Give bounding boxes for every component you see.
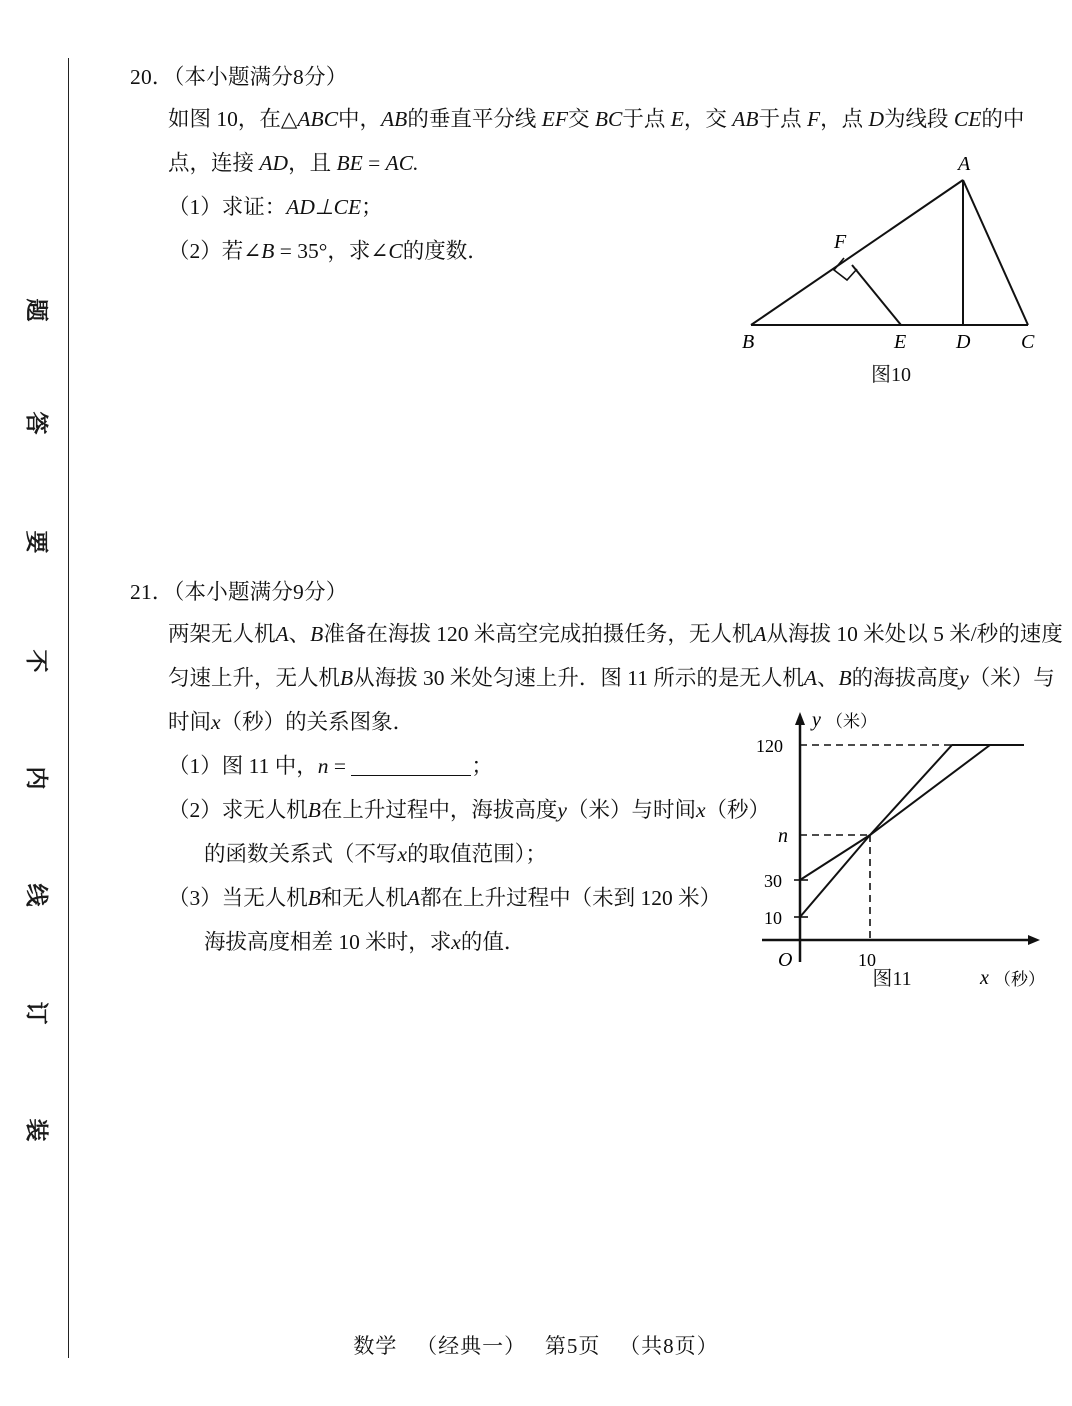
q20-l1-t8: ，点 [820, 107, 869, 131]
y-axis-title-var: y [812, 709, 821, 731]
q21-l1-t4: 从海拔 10 米处以 5 米/秒的速度 [766, 622, 1063, 646]
x-axis-title-var: x [980, 967, 989, 989]
q20-l1-t7: 于点 [758, 107, 807, 131]
x-axis-title-unit: （秒） [994, 970, 1045, 990]
q21-s2-v1: B [307, 798, 321, 822]
label-D: D [956, 331, 971, 353]
q21-s3-t3: 都在上升过程中（未到 120 米） [420, 886, 722, 910]
q21-l1-v1: A [275, 622, 289, 646]
y-axis-title-unit: （米） [826, 712, 877, 732]
q20-s2-eq: = 35° [274, 239, 328, 263]
q21-s3-t1: （3）当无人机 [168, 886, 308, 910]
q20-l1-t4: 交 [568, 107, 595, 131]
q21-s1-eq: = [328, 754, 352, 778]
q21-s2b-t2: 的取值范围）； [407, 842, 547, 866]
figure-11-svg [752, 700, 1057, 1000]
q21-s2-v3: x [695, 798, 706, 822]
margin-notice-char-5: 内 [23, 766, 49, 790]
q20-l1-v3: EF [541, 107, 568, 131]
series-line-drone-A [800, 745, 1024, 917]
figure-11-caption: 图11 [872, 968, 912, 990]
q20-l1-v7: F [806, 107, 821, 131]
origin-label-O: O [778, 949, 793, 971]
q21-l2-v4: y [959, 666, 969, 690]
margin-notice-char-3: 要 [23, 530, 49, 554]
q21-s2-t4: （秒） [705, 798, 771, 822]
answer-blank-n[interactable] [351, 775, 471, 776]
q21-s3b-t1: 海拔高度相差 10 米时，求 [204, 930, 452, 954]
q21-s2-t2: 在上升过程中，海拔高度 [320, 798, 558, 822]
q21-l1-t1: 两架无人机 [168, 622, 276, 646]
xtick-label-10: 10 [858, 950, 876, 970]
q20-s1-tail: ； [361, 195, 383, 219]
margin-notice-char-8: 装 [23, 1118, 49, 1142]
q20-l2-t2: ，且 [288, 151, 337, 175]
footer-page-number: 第5页 [544, 1334, 601, 1358]
figure-11-line-graph [752, 700, 1057, 1000]
q21-l2-t1: 匀速上升，无人机 [168, 666, 341, 690]
label-A: A [958, 153, 971, 175]
q21-l2-v2: A [803, 666, 818, 690]
q20-l1-v8: D [868, 107, 885, 131]
q21-s2b-v1: x [397, 842, 408, 866]
q21-l2-t4: 的海拔高度 [851, 666, 960, 690]
segment-FE [852, 265, 901, 325]
q21-l2-t3: 、 [817, 666, 839, 690]
label-F: F [834, 231, 847, 253]
label-B: B [742, 331, 755, 353]
question-20-stem-line-1 [168, 97, 1025, 141]
q20-s2-tail: 的度数． [402, 239, 489, 263]
q21-s2-t3: （米）与时间 [566, 798, 696, 822]
margin-notice-char-1: 题 [23, 298, 49, 322]
q21-l1-t2: 、 [288, 622, 311, 646]
q20-l2-v1: AD [259, 151, 289, 175]
ytick-label-10: 10 [764, 908, 782, 928]
label-C: C [1021, 331, 1035, 353]
q21-l2-v1: B [340, 666, 354, 690]
ytick-label-120: 120 [756, 736, 783, 756]
q20-l1-t1: 如图 10，在△ [168, 107, 298, 131]
x-axis-arrow [1028, 935, 1040, 945]
q21-s1-tail: ； [471, 754, 493, 778]
q21-l3-t2: （秒）的关系图象． [220, 710, 415, 734]
q21-l2-t2: 从海拔 30 米处匀速上升．图 11 所示的是无人机 [353, 666, 804, 690]
margin-notice-char-2: 答 [23, 411, 49, 435]
q20-s2-v1: B [261, 239, 275, 263]
series-line-drone-B [800, 745, 1024, 880]
footer-version: （经典一） [416, 1334, 527, 1358]
figure-10-svg [726, 152, 1056, 392]
q20-s1-label: （1）求证： [168, 195, 287, 219]
y-axis-arrow [795, 712, 805, 725]
q21-s3b-t2: 的值． [460, 930, 526, 954]
segment-BA [751, 180, 963, 325]
q20-l1-t2: 中， [338, 107, 382, 131]
q21-l2-v3: B [838, 666, 852, 690]
q20-l1-t10: 的中 [981, 107, 1025, 131]
question-20-points: （本小题满分8分） [173, 65, 348, 89]
q20-s2-mid: ，求∠ [327, 239, 389, 263]
q20-l1-v2: AB [381, 107, 408, 131]
question-21-points: （本小题满分9分） [173, 580, 348, 604]
q21-s2b-t1: 的函数关系式（不写 [204, 842, 398, 866]
margin-notice-char-7: 订 [23, 1001, 49, 1025]
q21-s1-v1: n [317, 754, 329, 778]
q21-l1-v2: B [310, 622, 324, 646]
q20-l1-v1: ABC [297, 107, 339, 131]
q21-s2-v2: y [557, 798, 567, 822]
q21-l2-t5: （米）与 [968, 666, 1055, 690]
q21-s3-t2: 和无人机 [320, 886, 407, 910]
question-21-heading [130, 575, 1030, 606]
q20-s2-label: （2）若∠ [168, 239, 262, 263]
q21-s3-v2: A [406, 886, 421, 910]
q20-l2-v2: BE [336, 151, 363, 175]
q20-s1-expr: AD⊥CE [286, 195, 362, 219]
figure-10-triangle-diagram [726, 152, 1056, 392]
q20-l1-v6: AB [732, 107, 759, 131]
question-21-stem-line-2 [168, 656, 1055, 700]
margin-notice-char-4: 不 [23, 649, 49, 673]
figure-10-caption: 图10 [871, 364, 911, 386]
q20-s2-v2: C [388, 239, 403, 263]
label-E: E [894, 331, 907, 353]
q21-s2-t1: （2）求无人机 [168, 798, 308, 822]
footer-subject: 数学 [353, 1334, 398, 1358]
q21-l1-v3: A [753, 622, 767, 646]
question-20-heading [130, 60, 830, 91]
q20-l1-t9: 为线段 [884, 107, 954, 131]
q20-l1-t6: ，交 [683, 107, 733, 131]
q20-l1-t5: 于点 [622, 107, 671, 131]
q21-s3b-v1: x [451, 930, 461, 954]
ytick-label-30: 30 [764, 871, 782, 891]
q20-l1-v4: BC [594, 107, 623, 131]
q21-s3-v1: B [307, 886, 321, 910]
q20-l1-v5: E [670, 107, 684, 131]
q20-l1-v9: CE [953, 107, 982, 131]
q20-l1-t3: 的垂直平分线 [407, 107, 542, 131]
margin-notice-char-6: 线 [23, 883, 49, 907]
q20-l2-v3: AC. [385, 151, 419, 175]
segment-AC [963, 180, 1028, 325]
question-21-stem-line-1 [168, 612, 1063, 656]
q21-l1-t3: 准备在海拔 120 米高空完成拍摄任务，无人机 [323, 622, 754, 646]
page-footer [0, 1330, 1072, 1360]
question-21-number: 21． [130, 580, 174, 604]
q21-l3-t1: 时间 [168, 710, 212, 734]
q20-l2-eq: = [362, 151, 386, 175]
ytick-label-n: n [778, 825, 788, 847]
q21-l3-v1: x [211, 710, 221, 734]
question-20 [130, 60, 1025, 273]
q20-l2-t1: 点，连接 [168, 151, 260, 175]
footer-total-pages: （共8页） [619, 1334, 719, 1358]
question-20-number: 20． [130, 65, 174, 89]
q21-s1-t1: （1）图 11 中， [168, 754, 318, 778]
